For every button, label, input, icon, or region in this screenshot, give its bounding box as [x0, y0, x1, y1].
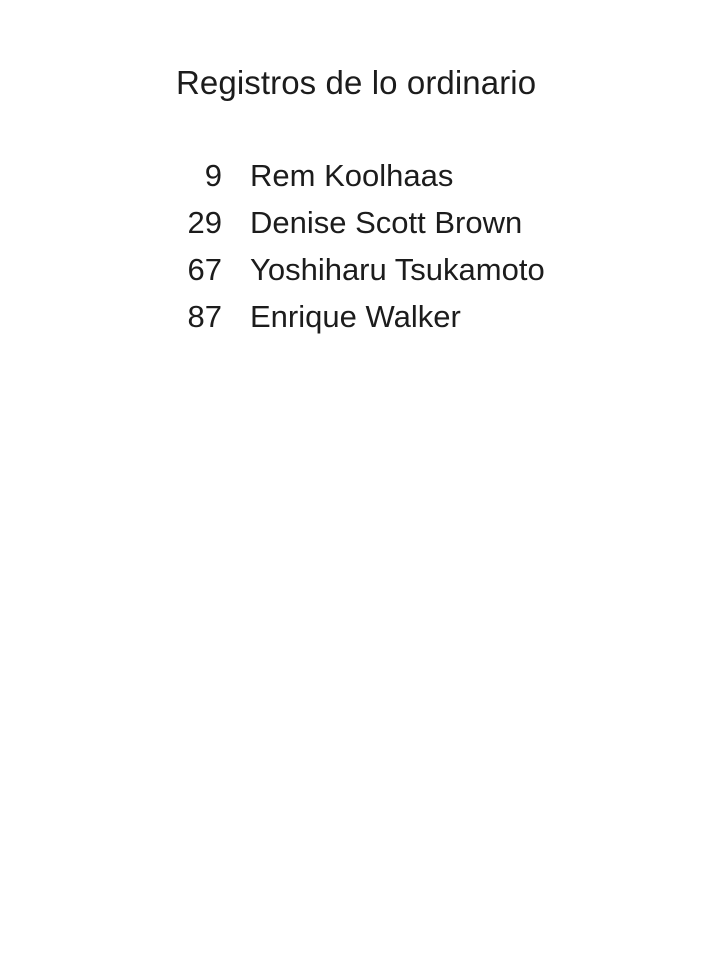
list-item[interactable]: [176, 299, 646, 346]
toc-entry-title: Enrique Walker: [250, 299, 461, 334]
list-item[interactable]: [176, 252, 646, 299]
list-item[interactable]: [176, 158, 646, 205]
toc-entry-title: Denise Scott Brown: [250, 205, 523, 240]
list-item[interactable]: [176, 205, 646, 252]
toc-page-number: 67: [187, 252, 222, 287]
table-of-contents: [176, 158, 646, 346]
toc-entry-title: Rem Koolhaas: [250, 158, 454, 193]
toc-entry-title: Yoshiharu Tsukamoto: [250, 252, 545, 287]
toc-page-number: 9: [204, 158, 222, 193]
toc-page-number: 29: [187, 205, 222, 240]
page-title: Registros de lo ordinario: [176, 64, 537, 101]
toc-page-number: 87: [187, 299, 222, 334]
